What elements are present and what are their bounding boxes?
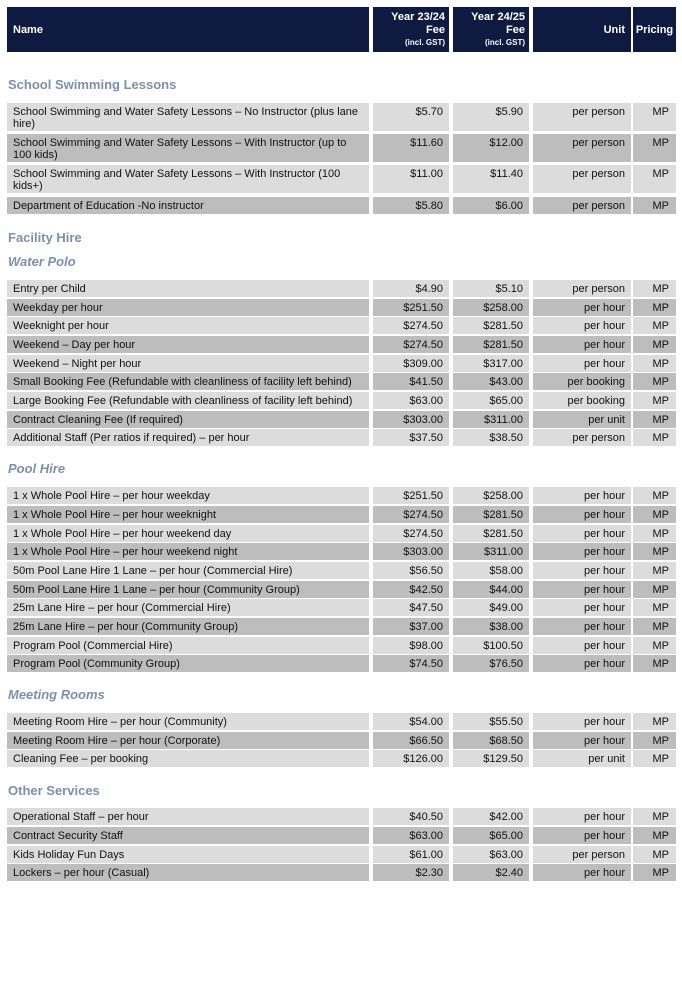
row-pricing: MP xyxy=(633,506,676,523)
table-row xyxy=(7,299,676,316)
table-row xyxy=(7,197,676,214)
row-fee-2425: $5.10 xyxy=(453,280,529,297)
row-name: Operational Staff – per hour xyxy=(7,808,369,825)
row-unit: per unit xyxy=(533,750,631,767)
row-unit: per person xyxy=(533,429,631,446)
row-pricing: MP xyxy=(633,336,676,353)
row-fee-2425: $42.00 xyxy=(453,808,529,825)
row-pricing: MP xyxy=(633,864,676,881)
row-pricing: MP xyxy=(633,808,676,825)
row-unit: per hour xyxy=(533,299,631,316)
row-fee-2324: $126.00 xyxy=(373,750,449,767)
row-fee-2324: $61.00 xyxy=(373,846,449,863)
table-row xyxy=(7,599,676,616)
row-fee-2324: $274.50 xyxy=(373,506,449,523)
row-unit: per hour xyxy=(533,618,631,635)
row-fee-2324: $251.50 xyxy=(373,299,449,316)
row-unit: per hour xyxy=(533,827,631,844)
row-fee-2425: $311.00 xyxy=(453,411,529,428)
row-fee-2324: $274.50 xyxy=(373,317,449,334)
row-pricing: MP xyxy=(633,599,676,616)
row-unit: per hour xyxy=(533,543,631,560)
row-unit: per booking xyxy=(533,373,631,390)
row-fee-2324: $37.00 xyxy=(373,618,449,635)
table-row xyxy=(7,713,676,730)
row-fee-2324: $5.80 xyxy=(373,197,449,214)
row-fee-2425: $55.50 xyxy=(453,713,529,730)
row-unit: per person xyxy=(533,280,631,297)
table-row xyxy=(7,103,676,131)
table-row xyxy=(7,750,676,767)
row-name: Entry per Child xyxy=(7,280,369,297)
table-row xyxy=(7,373,676,390)
row-pricing: MP xyxy=(633,197,676,214)
row-pricing: MP xyxy=(633,543,676,560)
row-fee-2324: $74.50 xyxy=(373,655,449,672)
row-fee-2324: $303.00 xyxy=(373,543,449,560)
table-row xyxy=(7,429,676,446)
table-row xyxy=(7,655,676,672)
row-fee-2425: $281.50 xyxy=(453,336,529,353)
row-fee-2425: $129.50 xyxy=(453,750,529,767)
row-name: Meeting Room Hire – per hour (Corporate) xyxy=(7,732,369,749)
row-fee-2425: $76.50 xyxy=(453,655,529,672)
table-header xyxy=(7,7,676,52)
section-title: Pool Hire xyxy=(8,461,66,476)
row-fee-2324: $40.50 xyxy=(373,808,449,825)
row-name: Small Booking Fee (Refundable with cleanliness of facility left behind) xyxy=(7,373,369,390)
row-fee-2425: $65.00 xyxy=(453,827,529,844)
row-pricing: MP xyxy=(633,618,676,635)
row-unit: per hour xyxy=(533,713,631,730)
row-unit: per hour xyxy=(533,732,631,749)
row-fee-2324: $63.00 xyxy=(373,392,449,409)
row-name: Meeting Room Hire – per hour (Community) xyxy=(7,713,369,730)
row-fee-2425: $11.40 xyxy=(453,165,529,193)
row-fee-2425: $281.50 xyxy=(453,317,529,334)
row-name: Department of Education -No instructor xyxy=(7,197,369,214)
row-fee-2425: $38.50 xyxy=(453,429,529,446)
header-pricing: Pricing xyxy=(633,7,676,52)
row-name: 1 x Whole Pool Hire – per hour weekend night xyxy=(7,543,369,560)
row-fee-2425: $65.00 xyxy=(453,392,529,409)
row-fee-2324: $11.60 xyxy=(373,134,449,162)
row-name: Large Booking Fee (Refundable with cleanliness of facility left behind) xyxy=(7,392,369,409)
row-name: 25m Lane Hire – per hour (Community Group) xyxy=(7,618,369,635)
table-row xyxy=(7,581,676,598)
row-pricing: MP xyxy=(633,827,676,844)
row-fee-2425: $100.50 xyxy=(453,637,529,654)
row-name: School Swimming and Water Safety Lessons – With Instructor (up to 100 kids) xyxy=(7,134,369,162)
row-unit: per hour xyxy=(533,506,631,523)
row-name: School Swimming and Water Safety Lessons – No Instructor (plus lane hire) xyxy=(7,103,369,131)
row-fee-2324: $98.00 xyxy=(373,637,449,654)
row-fee-2324: $274.50 xyxy=(373,525,449,542)
header-fee-2324: Year 23/24 Fee (incl. GST) xyxy=(373,7,449,52)
row-name: 1 x Whole Pool Hire – per hour weeknight xyxy=(7,506,369,523)
table-row xyxy=(7,618,676,635)
row-fee-2425: $311.00 xyxy=(453,543,529,560)
row-name: 25m Lane Hire – per hour (Commercial Hire) xyxy=(7,599,369,616)
row-name: Contract Security Staff xyxy=(7,827,369,844)
row-name: Additional Staff (Per ratios if required) – per hour xyxy=(7,429,369,446)
section-title: Facility Hire xyxy=(8,230,82,245)
row-pricing: MP xyxy=(633,713,676,730)
row-pricing: MP xyxy=(633,581,676,598)
row-unit: per person xyxy=(533,197,631,214)
table-row xyxy=(7,827,676,844)
row-fee-2425: $6.00 xyxy=(453,197,529,214)
section-title: Other Services xyxy=(8,783,100,798)
row-fee-2324: $47.50 xyxy=(373,599,449,616)
row-name: 50m Pool Lane Hire 1 Lane – per hour (Community Group) xyxy=(7,581,369,598)
row-pricing: MP xyxy=(633,299,676,316)
row-fee-2425: $58.00 xyxy=(453,562,529,579)
row-unit: per hour xyxy=(533,562,631,579)
row-pricing: MP xyxy=(633,411,676,428)
row-unit: per hour xyxy=(533,864,631,881)
row-pricing: MP xyxy=(633,487,676,504)
header-fee-2425: Year 24/25 Fee (incl. GST) xyxy=(453,7,529,52)
row-unit: per hour xyxy=(533,525,631,542)
row-pricing: MP xyxy=(633,165,676,193)
row-fee-2324: $66.50 xyxy=(373,732,449,749)
row-fee-2425: $44.00 xyxy=(453,581,529,598)
header-name: Name xyxy=(7,7,369,52)
row-fee-2324: $37.50 xyxy=(373,429,449,446)
table-row xyxy=(7,317,676,334)
row-fee-2324: $303.00 xyxy=(373,411,449,428)
row-fee-2425: $43.00 xyxy=(453,373,529,390)
row-pricing: MP xyxy=(633,562,676,579)
table-row xyxy=(7,411,676,428)
row-fee-2324: $54.00 xyxy=(373,713,449,730)
row-fee-2324: $41.50 xyxy=(373,373,449,390)
table-row xyxy=(7,336,676,353)
row-unit: per person xyxy=(533,846,631,863)
row-name: Program Pool (Commercial Hire) xyxy=(7,637,369,654)
row-fee-2324: $11.00 xyxy=(373,165,449,193)
row-fee-2425: $2.40 xyxy=(453,864,529,881)
row-unit: per hour xyxy=(533,808,631,825)
table-row xyxy=(7,165,676,193)
row-pricing: MP xyxy=(633,655,676,672)
row-fee-2425: $12.00 xyxy=(453,134,529,162)
row-name: Lockers – per hour (Casual) xyxy=(7,864,369,881)
row-fee-2425: $258.00 xyxy=(453,299,529,316)
row-pricing: MP xyxy=(633,355,676,372)
row-unit: per unit xyxy=(533,411,631,428)
row-pricing: MP xyxy=(633,280,676,297)
table-row xyxy=(7,732,676,749)
row-unit: per hour xyxy=(533,355,631,372)
row-name: Weekend – Night per hour xyxy=(7,355,369,372)
table-row xyxy=(7,808,676,825)
table-row xyxy=(7,864,676,881)
row-name: 50m Pool Lane Hire 1 Lane – per hour (Commercial Hire) xyxy=(7,562,369,579)
row-fee-2324: $274.50 xyxy=(373,336,449,353)
row-pricing: MP xyxy=(633,429,676,446)
section-title: School Swimming Lessons xyxy=(8,77,177,92)
row-fee-2425: $258.00 xyxy=(453,487,529,504)
table-row xyxy=(7,392,676,409)
table-row xyxy=(7,506,676,523)
row-pricing: MP xyxy=(633,732,676,749)
row-fee-2425: $5.90 xyxy=(453,103,529,131)
row-fee-2425: $68.50 xyxy=(453,732,529,749)
row-pricing: MP xyxy=(633,134,676,162)
row-name: Contract Cleaning Fee (If required) xyxy=(7,411,369,428)
row-name: 1 x Whole Pool Hire – per hour weekday xyxy=(7,487,369,504)
row-fee-2324: $5.70 xyxy=(373,103,449,131)
row-name: Weeknight per hour xyxy=(7,317,369,334)
row-pricing: MP xyxy=(633,637,676,654)
row-unit: per hour xyxy=(533,599,631,616)
row-unit: per person xyxy=(533,165,631,193)
row-fee-2425: $63.00 xyxy=(453,846,529,863)
row-fee-2324: $63.00 xyxy=(373,827,449,844)
section-title: Meeting Rooms xyxy=(8,687,105,702)
row-pricing: MP xyxy=(633,392,676,409)
row-fee-2324: $42.50 xyxy=(373,581,449,598)
row-unit: per hour xyxy=(533,317,631,334)
table-row xyxy=(7,134,676,162)
row-fee-2324: $251.50 xyxy=(373,487,449,504)
table-row xyxy=(7,562,676,579)
row-unit: per hour xyxy=(533,487,631,504)
row-unit: per person xyxy=(533,103,631,131)
section-title: Water Polo xyxy=(8,254,76,269)
row-unit: per hour xyxy=(533,336,631,353)
row-pricing: MP xyxy=(633,750,676,767)
row-fee-2425: $281.50 xyxy=(453,525,529,542)
row-unit: per booking xyxy=(533,392,631,409)
row-name: 1 x Whole Pool Hire – per hour weekend day xyxy=(7,525,369,542)
row-unit: per hour xyxy=(533,655,631,672)
row-fee-2324: $4.90 xyxy=(373,280,449,297)
row-unit: per person xyxy=(533,134,631,162)
header-unit: Unit xyxy=(533,7,631,52)
row-fee-2324: $2.30 xyxy=(373,864,449,881)
row-name: Kids Holiday Fun Days xyxy=(7,846,369,863)
row-name: Weekday per hour xyxy=(7,299,369,316)
table-row xyxy=(7,525,676,542)
row-name: Weekend – Day per hour xyxy=(7,336,369,353)
row-name: Program Pool (Community Group) xyxy=(7,655,369,672)
row-fee-2324: $309.00 xyxy=(373,355,449,372)
row-name: School Swimming and Water Safety Lessons – With Instructor (100 kids+) xyxy=(7,165,369,193)
row-pricing: MP xyxy=(633,103,676,131)
table-row xyxy=(7,637,676,654)
row-pricing: MP xyxy=(633,846,676,863)
row-fee-2425: $49.00 xyxy=(453,599,529,616)
row-fee-2425: $281.50 xyxy=(453,506,529,523)
row-name: Cleaning Fee – per booking xyxy=(7,750,369,767)
table-row xyxy=(7,487,676,504)
table-row xyxy=(7,355,676,372)
row-pricing: MP xyxy=(633,317,676,334)
row-unit: per hour xyxy=(533,581,631,598)
table-row xyxy=(7,280,676,297)
row-fee-2425: $317.00 xyxy=(453,355,529,372)
table-row xyxy=(7,543,676,560)
table-row xyxy=(7,846,676,863)
row-pricing: MP xyxy=(633,525,676,542)
row-unit: per hour xyxy=(533,637,631,654)
row-fee-2324: $56.50 xyxy=(373,562,449,579)
row-fee-2425: $38.00 xyxy=(453,618,529,635)
row-pricing: MP xyxy=(633,373,676,390)
